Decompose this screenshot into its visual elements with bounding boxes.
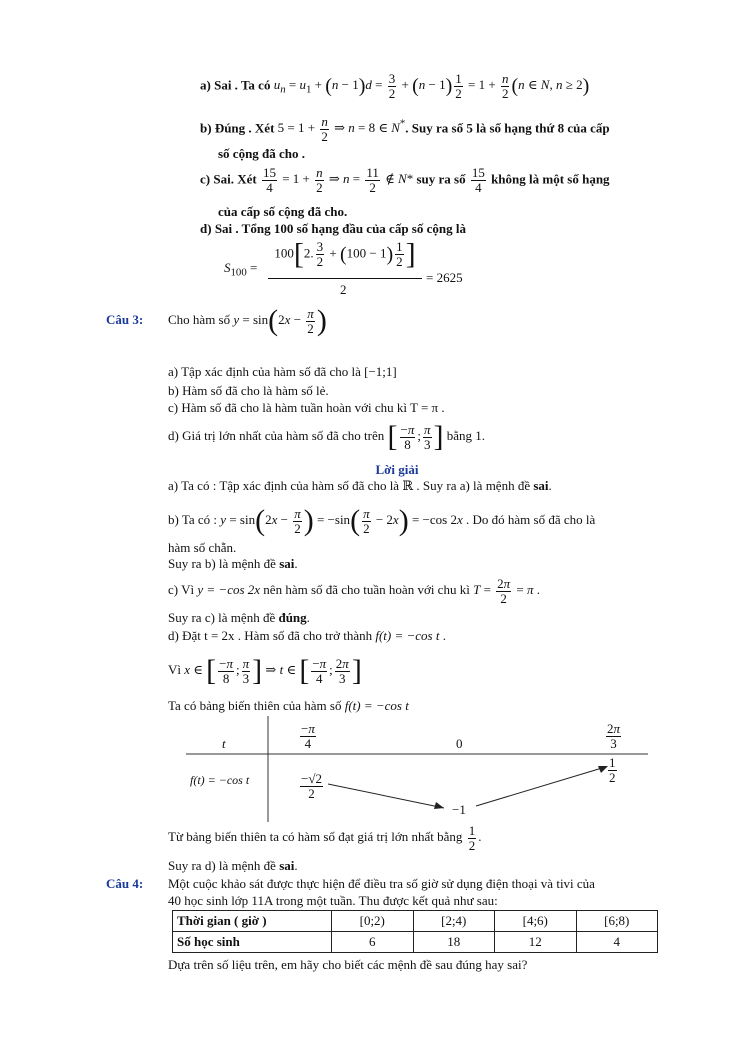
q2-sol-c-text3: của cấp số cộng đã cho. xyxy=(218,204,348,219)
q2-sol-c xyxy=(200,166,610,195)
q2-sol-c-text2: không là một số hạng xyxy=(491,171,610,187)
q3-sol-d-interval: x ∈ [ $\frac{-\pi}{8}$ ; $\frac{\pi}{3}$ ] ⇒ t ∈ [ $\frac{-\pi}{4}$ ; $\frac{2\pi}{3}$ ] xyxy=(184,654,362,688)
q3-sol-d-func: f(t) = −cos t xyxy=(375,628,440,643)
interval-0: [0;2) xyxy=(332,911,414,932)
q3-sol-d-text2: Vì xyxy=(168,662,181,677)
q3-sol-c-text3: Suy ra c) là mệnh đề đúng. xyxy=(168,610,310,625)
q3-option-d xyxy=(168,416,485,457)
interval-1: [2;4) xyxy=(413,911,495,932)
q2-sol-b-verdict: Đúng . Xét xyxy=(214,120,275,136)
q3-sol-d-text1: d) Đặt t = 2x . Hàm số đã cho trở thành xyxy=(168,628,373,643)
q2-sol-d xyxy=(200,221,466,237)
q3-sol-d: d) Đặt t = 2x . Hàm số đã cho trở thành f(t) = −cos t . xyxy=(168,628,446,643)
solution-title: Lời giải xyxy=(375,462,419,477)
count-1: 18 xyxy=(413,932,495,953)
count-0: 6 xyxy=(332,932,414,953)
q4-text2: 40 học sinh lớp 11A trong một tuần. Thu được kết quả như sau: xyxy=(168,893,498,908)
variation-table-lines xyxy=(186,716,648,822)
t-label: t xyxy=(222,736,226,751)
variation-table xyxy=(186,716,648,822)
f-value-0-render: $\frac{-√2}{2}$ xyxy=(301,771,322,801)
q2-sol-b-label: b) xyxy=(200,120,212,136)
q3-label: Câu 3: xyxy=(106,312,144,327)
q3-sol-d-text4: Từ bảng biến thiên ta có hàm số đạt giá trị lớn nhất bằng xyxy=(168,829,463,844)
q3-sol-c-period: T = $\frac{2\pi}{2}$ = π . xyxy=(473,575,541,606)
q2-sol-c-text1: suy ra số xyxy=(416,171,466,187)
q4-text3: Dựa trên số liệu trên, em hãy cho biết các mệnh đề sau đúng hay sai? xyxy=(168,957,528,972)
q3-function: y = sin(2x − $\frac{\pi}{2}$ ) xyxy=(233,304,327,338)
table-row-label: Số học sinh xyxy=(173,932,332,953)
count-3: 4 xyxy=(576,932,658,953)
q3-sol-d-text3: Ta có bảng biến thiên của hàm số xyxy=(168,698,342,713)
q2-sol-c-formula: $\frac{15}{4}$ = 1 + $\frac{n}{2}$ ⇒ n = $\frac{11}{2}$ ∉ N* xyxy=(262,165,414,195)
f-value-1: −1 xyxy=(452,802,466,817)
q3-option-d-interval: [ $\frac{-\pi}{8}$ ; $\frac{\pi}{3}$ ] xyxy=(387,420,444,454)
t-value-1: 0 xyxy=(456,736,463,751)
q3-sol-b-formula: y = sin(2x − $\frac{\pi}{2}$ ) = −sin( $\frac{\pi}{2}$ − 2x) = −cos 2x xyxy=(220,504,463,538)
table-row xyxy=(173,911,658,932)
q3-option-d-text2: bằng 1. xyxy=(446,428,486,443)
q3-sol-c xyxy=(168,574,540,606)
q3-sol-c-text2: nên hàm số đã cho tuần hoàn với chu kì xyxy=(263,582,470,597)
q3-sol-b xyxy=(168,500,595,541)
q3-sol-d-func2: f(t) = −cos t xyxy=(344,698,409,713)
q3-sol-b-text1: b) Ta có : xyxy=(168,512,218,527)
increase-arrow xyxy=(476,768,602,806)
count-2: 12 xyxy=(495,932,577,953)
q2-sol-b xyxy=(200,114,610,144)
q3-sol-a: a) Ta có : Tập xác định của hàm số đã cho là ℝ . Suy ra a) là mệnh đề sai. xyxy=(168,478,552,493)
q3-sol-b-text2: . Do đó hàm số đã cho là xyxy=(465,512,596,527)
q3-sol-b-text3: hàm số chẵn. xyxy=(168,540,237,555)
q3-stem-text: Cho hàm số xyxy=(168,312,231,327)
q3-sol-d-text5: Suy ra d) là mệnh đề sai. xyxy=(168,858,298,873)
q2-sol-b-text1: . Suy ra số 5 là số hạng thứ 8 của cấp xyxy=(405,120,610,136)
q2-sol-b-formula: 5 = 1 + $\frac{n}{2}$ ⇒ n = 8 ∈ N* xyxy=(277,113,406,144)
f-label: f(t) = −cos t xyxy=(190,773,250,787)
q3-sol-d-table-intro xyxy=(168,698,409,714)
q2-sol-d-label: d) xyxy=(200,221,212,236)
q2-sol-c-label: c) xyxy=(200,171,211,187)
decrease-arrow xyxy=(328,784,444,808)
q3-option-b: b) Hàm số đã cho là hàm số lẻ. xyxy=(168,383,329,398)
table-header-label: Thời gian ( giờ ) xyxy=(173,911,332,932)
q3-sol-c-formula: y = −cos 2x xyxy=(197,582,261,597)
q2-sol-a-formula: $u_n = u_1 + (n - 1)d$ = $\frac{3}{2}$ + (n − 1) $\frac{1}{2}$ = 1 + $\frac{n}{2}$ (n ∈ N, n ≥ 2) xyxy=(273,71,590,101)
q2-sol-a xyxy=(200,72,589,101)
q2-sol-c-num: $\frac{15}{4}$ xyxy=(471,165,485,195)
t-value-2-render: $\frac{2\pi}{3}$ xyxy=(607,721,621,751)
q3-sol-b-text4: Suy ra b) là mệnh đề sai. xyxy=(168,556,298,571)
q2-sol-d-verdict: Sai . Tổng 100 số hạng đầu của cấp số cộng là xyxy=(214,221,466,236)
q3-sol-d-vi xyxy=(168,650,362,691)
q3-sol-d-max-value: $\frac{1}{2}$ xyxy=(468,822,476,853)
q3-sol-c-text1: c) Vì xyxy=(168,582,195,597)
interval-2: [4;6) xyxy=(495,911,577,932)
q3-sol-d-max: Từ bảng biến thiên ta có hàm số đạt giá trị lớn nhất bằng $\frac{1}{2}$ . xyxy=(168,822,482,853)
q2-sol-a-label: a) xyxy=(200,77,211,93)
q2-sol-a-verdict: Sai . Ta có xyxy=(214,77,271,93)
q4-text1: Một cuộc khảo sát được thực hiện để điều tra số giờ sử dụng điện thoại và tivi của xyxy=(168,876,595,891)
q3-option-d-text1: d) Giá trị lớn nhất của hàm số đã cho trên xyxy=(168,428,385,443)
q2-sol-c-verdict: Sai. Xét xyxy=(213,171,257,187)
q3-option-c: c) Hàm số đã cho là hàm tuần hoàn với chu kì T = π . xyxy=(168,400,445,415)
interval-3: [6;8) xyxy=(576,911,658,932)
decrease-arrowhead xyxy=(434,802,444,809)
t-value-0-render: $\frac{-\pi}{4}$ xyxy=(301,721,315,751)
table-row xyxy=(173,932,658,953)
q2-sol-b-text2: số cộng đã cho . xyxy=(218,146,306,161)
f-value-2-render: $\frac{1}{2}$ xyxy=(609,755,616,785)
survey-table xyxy=(172,910,658,953)
q3-stem xyxy=(168,300,327,341)
q4-label: Câu 4: xyxy=(106,876,144,891)
q3-option-a: a) Tập xác định của hàm số đã cho là [−1;1] xyxy=(168,364,397,379)
